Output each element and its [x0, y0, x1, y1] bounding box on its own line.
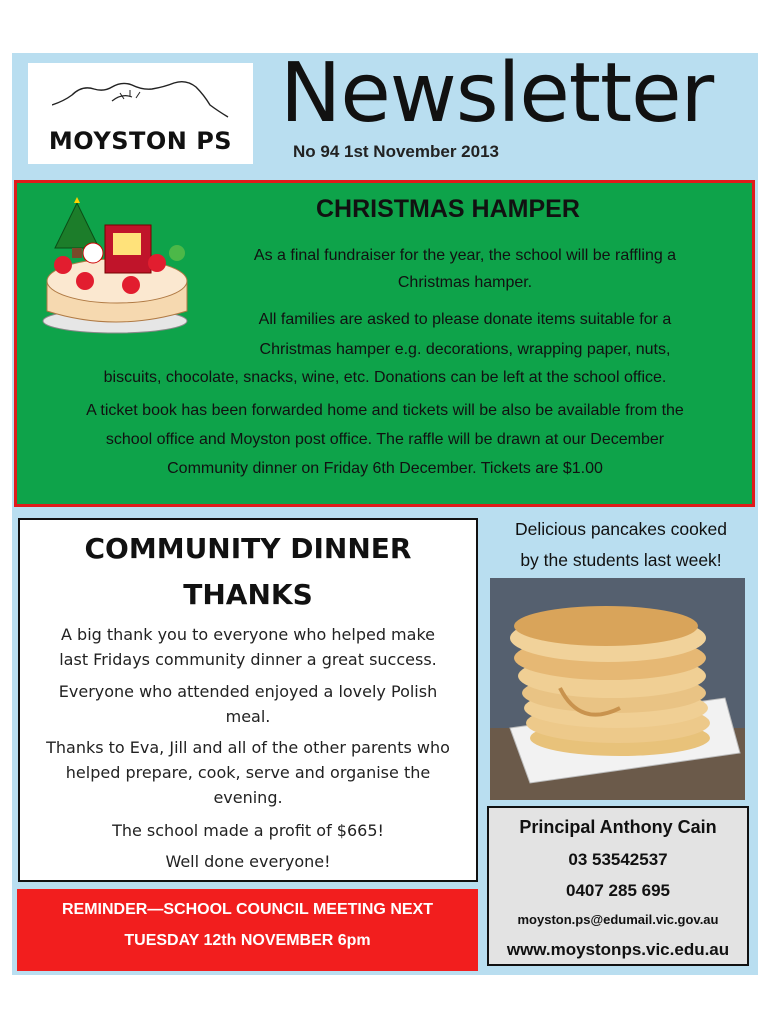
dinner-text-line: meal. [225, 707, 271, 726]
dinner-text-line: A big thank you to everyone who helped make [61, 625, 435, 644]
reminder-line: TUESDAY 12th NOVEMBER 6pm [124, 932, 371, 949]
reminder-line: REMINDER—SCHOOL COUNCIL MEETING NEXT [62, 901, 433, 918]
dinner-text-line: Well done everyone! [165, 852, 331, 871]
dinner-text-line: Everyone who attended enjoyed a lovely Polish [58, 682, 438, 701]
hamper-text-line: All families are asked to please donate items suitable for a [258, 311, 672, 328]
mountains-icon [52, 75, 232, 125]
hamper-text-line: Christmas hamper e.g. decorations, wrapping paper, nuts, [259, 341, 671, 358]
christmas-cake-icon [37, 193, 197, 338]
photo-caption [490, 514, 752, 576]
dinner-title [18, 526, 478, 618]
hamper-text-line: A ticket book has been forwarded home and tickets will be also be available from the [86, 402, 684, 419]
mobile-number: 0407 285 695 [566, 881, 670, 900]
pancakes-photo [490, 578, 745, 800]
website-link[interactable]: www.moystonps.vic.edu.au [506, 940, 730, 959]
caption-line: Delicious pancakes cooked [514, 519, 728, 539]
dinner-title-line: COMMUNITY DINNER [84, 532, 412, 565]
newsletter-title: Newsletter [280, 46, 714, 141]
dinner-title-line: THANKS [183, 578, 313, 611]
hamper-text-line: school office and Moyston post office. The raffle will be drawn at our December [105, 431, 665, 448]
dinner-text-line: last Fridays community dinner a great success. [59, 650, 437, 669]
phone-number: 03 53542537 [568, 850, 668, 869]
hamper-text-line: As a final fundraiser for the year, the school will be raffling a [253, 247, 677, 264]
dinner-text-line: evening. [213, 788, 283, 807]
dinner-text-line: helped prepare, cook, serve and organise the [65, 763, 431, 782]
logo-text: MOYSTON PS [48, 127, 233, 155]
dinner-text-line: The school made a profit of $665! [112, 821, 384, 840]
email-address[interactable]: moyston.ps@edumail.vic.gov.au [517, 912, 719, 927]
dinner-text-line: Thanks to Eva, Jill and all of the other parents who [46, 738, 450, 757]
caption-line: by the students last week! [520, 550, 722, 570]
hamper-text-line: Christmas hamper. [397, 274, 533, 291]
school-logo [28, 63, 253, 164]
hamper-title: CHRISTMAS HAMPER [316, 195, 580, 223]
reminder-banner [17, 889, 478, 971]
pancakes-image [490, 578, 745, 800]
principal-name: Principal Anthony Cain [519, 817, 717, 837]
hamper-text-line: biscuits, chocolate, snacks, wine, etc. Donations can be left at the school office. [103, 369, 667, 386]
issue-number: No 94 1st November 2013 [293, 142, 499, 161]
hamper-text-line: Community dinner on Friday 6th December. Tickets are $1.00 [167, 460, 603, 477]
